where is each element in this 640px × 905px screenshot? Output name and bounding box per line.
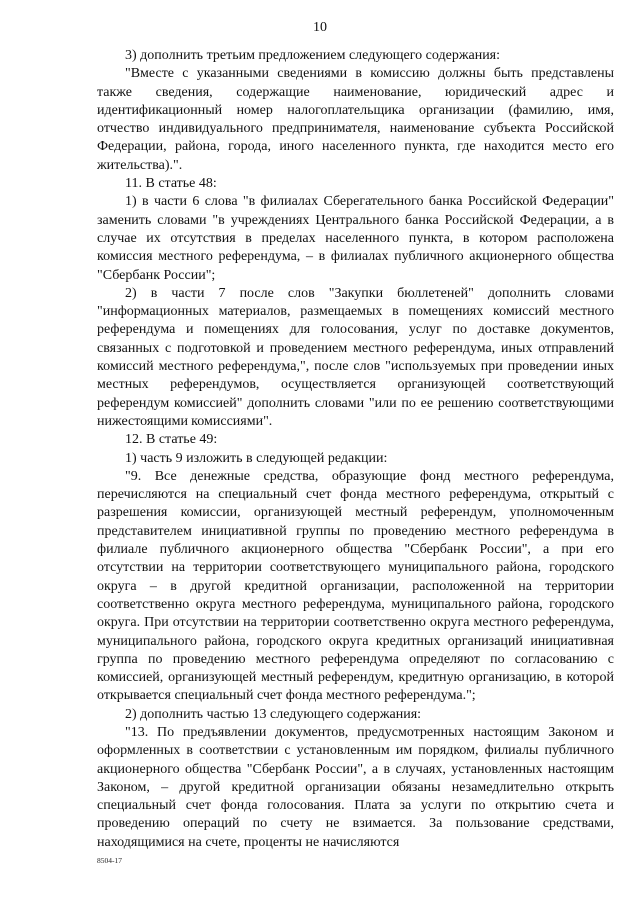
paragraph-article-48: 11. В статье 48: xyxy=(125,176,217,192)
page-number: 10 xyxy=(313,20,327,35)
paragraph-49-part-9-text: "9. Все денежные средства, образующие фонд местного референдума, перечисляются на специальный счет фонда местного референдума, открытый с разрешения комиссии, организующей местный референдум, уполномоченным представителем инициативной группы по проведению местного референдума в филиале публичного акционерного общества "Сбербанк России", а при его отсутствии на территории соответствующего муниципального района, городского округа – в другой кредитной организации, расположенной на территории соответственно округа местного референдума, муниципального района, городского округа. При отсутствии на территории соответственно округа местного референдума, муниципального района, городского округа кредитных организаций инициативная группа по проведению местного референдума определяют по согласованию с комиссией, организующей местный референдум, кредитную организацию, в которой открывается специальный счет фонда местного референдума."; xyxy=(97,468,614,704)
paragraph-49-part-9-intro: 1) часть 9 изложить в следующей редакции: xyxy=(125,450,388,466)
paragraph-48-part-6: 1) в части 6 слова "в филиалах Сберегательного банка Российской Федерации" заменить словами "в учреждениях Центрального банка Российской Федерации, а в случае их отсутствия в пределах населенного пункта, в котором расположена комиссия местного референдума, – в филиалах публичного акционерного общества "Сбербанк России"; xyxy=(97,194,614,283)
document-body xyxy=(97,47,614,852)
paragraph-amendment-3: 3) дополнить третьим предложением следующего содержания: xyxy=(125,48,501,63)
document-code: 8504-17 xyxy=(97,856,122,865)
paragraph-49-part-13-text: "13. По предъявлении документов, предусмотренных настоящим Законом и оформленных в соответствии с установленным им порядком, филиалы публичного акционерного общества "Сбербанк России", а в случаях, установленных настоящим Законом, – другой кредитной организации обязаны незамедлительно открыть специальный счет фонда голосования. Плата за услуги по открытию счета и проведению операций по счету не взимается. За пользование средствами, находящимися на счете, проценты не начисляются xyxy=(97,724,614,850)
paragraph-article-49: 12. В статье 49: xyxy=(125,432,218,448)
paragraph-49-part-13-intro: 2) дополнить частью 13 следующего содержания: xyxy=(125,706,422,722)
paragraph-quote-information: "Вместе с указанными сведениями в комиссию должны быть представлены также сведения, содержащие наименование, юридический адрес и идентификационный номер налогоплательщика организации (фамилию, имя, отчество индивидуального предпринимателя, наименование субъекта Российской Федерации, района, города, иного населенного пункта, где находится место его жительства).". xyxy=(97,66,614,173)
paragraph-48-part-7: 2) в части 7 после слов "Закупки бюллетеней" дополнить словами "информационных материалов, размещаемых в помещениях комиссий местного референдума и помещениях для голосования, услуг по доставке документов, связанных с подготовкой и проведением местного референдума, иных отправлений комиссий местного референдума,", после слов "используемых при проведении иных местных референдумов, осуществляется организующей соответствующий референдум комиссией" дополнить словами "или по ее решению соответствующими нижестоящими комиссиями". xyxy=(97,285,614,429)
